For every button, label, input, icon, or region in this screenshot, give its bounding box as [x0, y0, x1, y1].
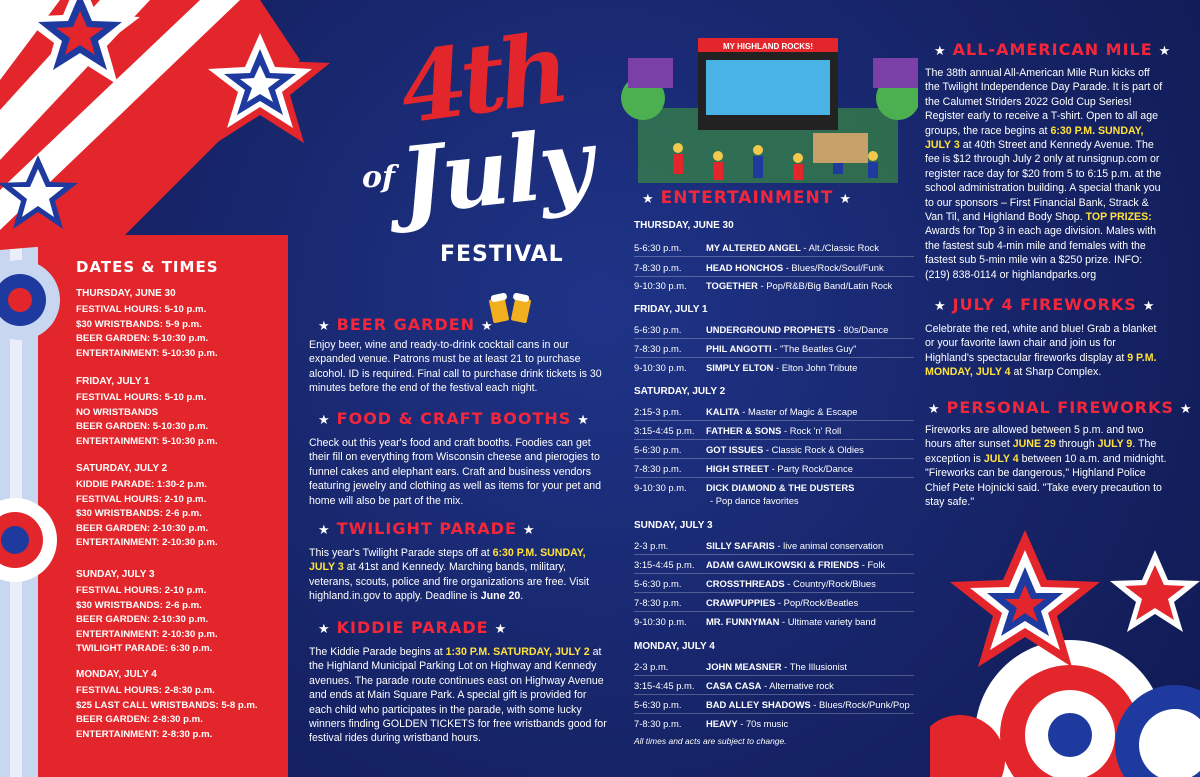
- ent-genre: - Party Rock/Dance: [769, 463, 853, 474]
- ent-act-name: HIGH STREET: [706, 463, 770, 474]
- ent-time: 5-6:30 p.m.: [634, 242, 682, 253]
- ent-day-label: SATURDAY, JULY 2: [634, 386, 726, 397]
- ent-act: [706, 540, 883, 551]
- ent-time: 9-10:30 p.m.: [634, 616, 687, 627]
- text-span: through: [1055, 438, 1098, 451]
- ent-time: 3:15-4:45 p.m.: [634, 559, 695, 570]
- star-icon: ★: [318, 622, 331, 637]
- personal-text: [925, 423, 1167, 509]
- text-span: . The exception is: [925, 438, 1157, 465]
- ent-genre: - Blues/Rock/Soul/Funk: [783, 262, 884, 273]
- dates-line: KIDDIE PARADE: 1:30-2 p.m.: [76, 479, 207, 490]
- star-icon: ★: [1158, 44, 1172, 59]
- stage-illustration: [618, 38, 918, 188]
- personal-title-text: PERSONAL FIREWORKS: [946, 398, 1174, 417]
- kiddie-title: [312, 618, 513, 637]
- divider: [634, 338, 914, 339]
- ent-genre: - 80s/Dance: [835, 324, 889, 335]
- star-icon: ★: [928, 402, 941, 417]
- divider: [634, 276, 914, 277]
- ent-sub-line: - Pop dance favorites: [710, 495, 799, 506]
- ent-genre: - Alternative rock: [761, 680, 834, 691]
- star-icon: ★: [577, 413, 590, 428]
- logo-july: July: [394, 108, 596, 236]
- star-icon: ★: [642, 192, 655, 207]
- dates-line: ENTERTAINMENT: 2-10:30 p.m.: [76, 537, 218, 548]
- ent-genre: - Classic Rock & Oldies: [763, 444, 864, 455]
- entertainment-title: [636, 188, 858, 208]
- mile-text: [925, 66, 1165, 282]
- food-title: [312, 409, 596, 428]
- highlight-span: 9 P.M. MONDAY, JULY 4: [925, 351, 1157, 379]
- divider: [634, 675, 914, 676]
- divider: [634, 357, 914, 358]
- ent-genre: - live animal conservation: [774, 540, 884, 551]
- dates-day-label: SATURDAY, JULY 2: [76, 463, 168, 474]
- ent-act-name: CASA CASA: [706, 680, 762, 691]
- ent-act-name: CRAWPUPPIES: [706, 597, 776, 608]
- ent-genre: - Pop/Rock/Beatles: [775, 597, 859, 608]
- dates-day-block: [76, 376, 218, 449]
- beer-garden-title-text: BEER GARDEN: [336, 315, 476, 334]
- text-span: This year's Twilight Parade steps off at: [309, 547, 493, 559]
- mile-title: [928, 40, 1177, 59]
- divider: [634, 573, 914, 574]
- dates-line: $30 WRISTBANDS: 5-9 p.m.: [76, 318, 202, 330]
- ent-time: 2:15-3 p.m.: [634, 406, 682, 417]
- ent-time: 5-6:30 p.m.: [634, 324, 682, 335]
- dates-line: ENTERTAINMENT: 2-8:30 p.m.: [76, 728, 213, 740]
- dates-title: DATES & TIMES: [76, 258, 219, 276]
- dates-day-block: [76, 569, 218, 657]
- ent-act-name: KALITA: [706, 406, 740, 417]
- ent-time: 5-6:30 p.m.: [634, 699, 682, 710]
- stage-banner: MY HIGHLAND ROCKS!: [722, 42, 814, 51]
- dates-line: BEER GARDEN: 5-10:30 p.m.: [76, 333, 209, 344]
- star-icon: ★: [318, 413, 331, 428]
- fireworks-text: [925, 322, 1165, 380]
- food-title-text: FOOD & CRAFT BOOTHS: [336, 409, 572, 428]
- highlight-span: JULY 9: [1097, 438, 1133, 451]
- dates-line: $30 WRISTBANDS: 2-6 p.m.: [76, 599, 202, 611]
- highlight-span: 6:30 P.M. SUNDAY, JULY 3: [309, 547, 586, 574]
- mile-title-text: ALL-AMERICAN MILE: [952, 40, 1153, 59]
- star-icon: ★: [481, 319, 494, 334]
- star-icon: [1110, 550, 1200, 632]
- ent-act: [706, 242, 879, 253]
- divider: [634, 420, 914, 421]
- divider: [634, 611, 914, 612]
- dates-line: FESTIVAL HOURS: 5-10 p.m.: [76, 392, 207, 403]
- text-span: Fireworks are allowed between 5 p.m. and two hours after sunset: [925, 424, 1144, 451]
- ent-act: [706, 463, 853, 474]
- dates-line: $30 WRISTBANDS: 2-6 p.m.: [76, 508, 202, 519]
- dates-line: FESTIVAL HOURS: 2-8:30 p.m.: [76, 685, 215, 696]
- dates-day-block: [76, 463, 218, 551]
- ent-genre: - Country/Rock/Blues: [784, 578, 876, 589]
- ent-act: [706, 718, 788, 729]
- ent-genre: - Ultimate variety band: [779, 616, 876, 627]
- ent-genre: - "The Beatles Guy": [771, 343, 857, 354]
- ent-act: [706, 262, 884, 273]
- ent-genre: - Folk: [859, 559, 886, 570]
- dates-day-label: FRIDAY, JULY 1: [76, 376, 150, 387]
- highlight-span: 1:30 P.M. SATURDAY, JULY 2: [445, 646, 590, 658]
- dates-line: FESTIVAL HOURS: 2-10 p.m.: [76, 585, 207, 596]
- dates-line: $25 LAST CALL WRISTBANDS: 5-8 p.m.: [76, 699, 258, 711]
- text-span: The 38th annual All-American Mile Run kicks off the Twilight Independence Day Parade. It is part of the Calumet Striders 2022 Gold Cup Series! Register early to receive a T-shirt. Open to all age groups, the race begins at: [925, 67, 1163, 137]
- ent-time: 7-8:30 p.m.: [634, 262, 682, 273]
- ent-day-label: THURSDAY, JUNE 30: [634, 220, 734, 231]
- text-span: Awards for Top 3 in each age division. Males with the fastest sub 4-min mile and females with the fastest sub 5-min mile win a $250 prize. INFO: (219) 838-0114 or highlandparks.org: [925, 225, 1157, 281]
- ent-genre: - Master of Magic & Escape: [739, 406, 858, 417]
- ent-genre: - Blues/Rock/Punk/Pop: [810, 699, 910, 710]
- ent-act-name: JOHN MEASNER: [706, 661, 782, 672]
- ent-act: [706, 661, 847, 672]
- text-span: at Sharp Complex.: [1010, 366, 1102, 379]
- dates-day-label: THURSDAY, JUNE 30: [76, 288, 176, 299]
- ent-time: 5-6:30 p.m.: [634, 578, 682, 589]
- star-icon: ★: [318, 319, 331, 334]
- divider: [634, 256, 914, 257]
- ent-time: 2-3 p.m.: [634, 661, 669, 672]
- ent-act-name: SIMPLY ELTON: [706, 362, 774, 373]
- ent-time: 5-6:30 p.m.: [634, 444, 682, 455]
- ent-day-label: FRIDAY, JULY 1: [634, 304, 708, 315]
- ent-day-label: SUNDAY, JULY 3: [634, 520, 713, 531]
- ent-act: [706, 680, 834, 691]
- dates-day-block: [76, 669, 258, 742]
- ent-time: 3:15-4:45 p.m.: [634, 680, 695, 691]
- dates-line: ENTERTAINMENT: 2-10:30 p.m.: [76, 628, 218, 640]
- ent-act: [706, 699, 910, 710]
- ent-time: 9-10:30 p.m.: [634, 482, 687, 493]
- left-rosettes-decoration: [0, 240, 60, 700]
- ent-genre: - The Illusionist: [781, 661, 848, 672]
- ent-act-name: HEAVY: [706, 718, 738, 729]
- text-span: at the Highland Municipal Parking Lot on Highway and Kennedy avenues. The parade route continues east on Highway Avenue and ends at Main Square Park. A special gift is provided for each child who participates in the parade, with some lucky winners finding GOLDEN TICKETS for free wristbands good for festival rides during wristband hours.: [309, 646, 607, 745]
- ent-act-name: MY ALTERED ANGEL: [706, 242, 801, 253]
- beer-garden-title: [312, 315, 500, 334]
- star-icon: ★: [318, 523, 331, 538]
- star-icon: ★: [934, 44, 947, 59]
- ent-time: 7-8:30 p.m.: [634, 343, 682, 354]
- twilight-text: [309, 546, 605, 604]
- ent-genre: - Elton John Tribute: [773, 362, 858, 373]
- dates-day-label: SUNDAY, JULY 3: [76, 569, 155, 580]
- dates-line: BEER GARDEN: 2-10:30 p.m.: [76, 614, 209, 625]
- dates-day-block: [76, 288, 218, 361]
- ent-time: 7-8:30 p.m.: [634, 718, 682, 729]
- twilight-title-text: TWILIGHT PARADE: [336, 519, 517, 538]
- ent-act: [706, 482, 854, 493]
- ent-act-name: GOT ISSUES: [706, 444, 764, 455]
- ent-genre: - 70s music: [737, 718, 789, 729]
- ent-genre: - Pop/R&B/Big Band/Latin Rock: [757, 280, 893, 291]
- ent-act-name: FATHER & SONS: [706, 425, 782, 436]
- divider: [634, 439, 914, 440]
- highlight-span: 6:30 P.M. SUNDAY, JULY 3: [925, 124, 1144, 152]
- ent-time: 9-10:30 p.m.: [634, 362, 687, 373]
- star-icon: ★: [522, 523, 536, 538]
- divider: [634, 694, 914, 695]
- dates-line: NO WRISTBANDS: [76, 406, 159, 418]
- personal-title: [922, 398, 1199, 417]
- text-span: at 40th Street and Kennedy Avenue. The fee is $12 through July 2 only at runsignup.com or register race day for $20 from 5 to 6:15 p.m. at the school administration building. A special thank you to our sponsors – First Financial Bank, Strack & Van Til, and Highland Body Shop.: [925, 139, 1162, 224]
- star-icon: ★: [1142, 299, 1156, 314]
- ent-act: [706, 280, 892, 291]
- text-span: .: [520, 590, 524, 603]
- divider: [634, 477, 914, 478]
- ent-act: [706, 343, 856, 354]
- ent-act: [706, 444, 864, 455]
- divider: [634, 458, 914, 459]
- ent-act: [706, 425, 841, 436]
- ent-genre: - Rock 'n' Roll: [781, 425, 842, 436]
- highlight-span: June 20: [480, 590, 521, 603]
- ent-act-name: BAD ALLEY SHADOWS: [706, 699, 811, 710]
- ent-act-name: PHIL ANGOTTI: [706, 343, 772, 354]
- ent-act-name: HEAD HONCHOS: [706, 262, 784, 273]
- ent-time: 3:15-4:45 p.m.: [634, 425, 695, 436]
- divider: [634, 554, 914, 555]
- ent-time: 7-8:30 p.m.: [634, 463, 682, 474]
- dates-line: BEER GARDEN: 2-10:30 p.m.: [76, 522, 209, 534]
- bottom-right-stars-decoration: [930, 520, 1200, 777]
- ent-act-name: MR. FUNNYMAN: [706, 616, 780, 627]
- fireworks-title-text: JULY 4 FIREWORKS: [952, 295, 1137, 314]
- fireworks-title: [928, 295, 1161, 314]
- ent-act-name: DICK DIAMOND & THE DUSTERS: [706, 482, 855, 493]
- text-span: at 41st and Kennedy. Marching bands, military, veterans, scouts, police and fire organizations are free. Visit highland.in.gov to apply. Deadline is: [309, 561, 590, 603]
- twilight-title: [312, 519, 542, 538]
- highlight-span: JULY 4: [983, 452, 1019, 465]
- kiddie-title-text: KIDDIE PARADE: [336, 618, 489, 637]
- food-text: Check out this year's food and craft booths. Foodies can get their fill on everything from Wisconsin cheese and pierogies to funnel cakes and elephant ears. Craft and business vendors featuring jewelry and clothing as well as items for your pet and home will also be part of the mix.: [309, 437, 602, 507]
- ent-time: 9-10:30 p.m.: [634, 280, 687, 291]
- beer-garden-text: Enjoy beer, wine and ready-to-drink cocktail cans in our expanded venue. Patrons must be at least 21 to purchase alcohol. ID is required. Final call to purchase drink tickets is 30 minutes before the end of the festival each night.: [309, 339, 602, 395]
- dates-line: ENTERTAINMENT: 5-10:30 p.m.: [76, 435, 218, 447]
- ent-day-label: MONDAY, JULY 4: [634, 641, 715, 652]
- highlight-span: JUNE 29: [1012, 438, 1056, 451]
- text-span: The Kiddie Parade begins at: [309, 646, 446, 658]
- highlight-span: TOP PRIZES:: [1085, 211, 1152, 224]
- text-span: Celebrate the red, white and blue! Grab a blanket or your favorite lawn chair and join us for Highland's spectacular fireworks display at: [925, 323, 1157, 364]
- dates-line: FESTIVAL HOURS: 5-10 p.m.: [76, 304, 207, 315]
- dates-day-label: MONDAY, JULY 4: [76, 669, 157, 680]
- ent-act: [706, 578, 876, 589]
- logo-festival: FESTIVAL: [440, 242, 564, 267]
- dates-line: ENTERTAINMENT: 5-10:30 p.m.: [76, 347, 218, 359]
- ent-act-name: ADAM GAWLIKOWSKI & FRIENDS: [706, 559, 860, 570]
- ent-act-name: CROSSTHREADS: [706, 578, 785, 589]
- dates-line: BEER GARDEN: 5-10:30 p.m.: [76, 421, 209, 432]
- kiddie-text: [309, 645, 607, 746]
- ent-act: [706, 324, 888, 335]
- ent-footnote: All times and acts are subject to change.: [634, 736, 787, 746]
- logo-4th: 4th: [392, 11, 571, 146]
- entertainment-schedule: [634, 220, 924, 750]
- star-icon: ★: [839, 192, 853, 207]
- ent-act-name: UNDERGROUND PROPHETS: [706, 324, 836, 335]
- divider: [634, 713, 914, 714]
- star-icon: ★: [1179, 402, 1193, 417]
- entertainment-title-text: ENTERTAINMENT: [660, 188, 834, 208]
- ent-act-name: TOGETHER: [706, 280, 758, 291]
- divider: [634, 592, 914, 593]
- star-icon: ★: [494, 622, 508, 637]
- ent-genre: - Alt./Classic Rock: [800, 242, 879, 253]
- star-icon: ★: [934, 299, 947, 314]
- ent-act: [706, 559, 885, 570]
- ent-time: 7-8:30 p.m.: [634, 597, 682, 608]
- dates-line: TWILIGHT PARADE: 6:30 p.m.: [76, 643, 213, 654]
- ent-time: 2-3 p.m.: [634, 540, 669, 551]
- ent-act: [706, 406, 857, 417]
- text-span: between 10 a.m. and midnight. "Fireworks can be dangerous," Highland Police Chief Pete Hojnicki said. "Take every precaution to stay safe.": [925, 452, 1167, 509]
- ent-act-name: SILLY SAFARIS: [706, 540, 775, 551]
- ent-act: [706, 597, 858, 608]
- ent-act: [706, 616, 876, 627]
- dates-line: FESTIVAL HOURS: 2-10 p.m.: [76, 493, 207, 505]
- logo-of: of: [362, 160, 395, 195]
- ent-act: [706, 362, 857, 373]
- dates-line: BEER GARDEN: 2-8:30 p.m.: [76, 714, 203, 725]
